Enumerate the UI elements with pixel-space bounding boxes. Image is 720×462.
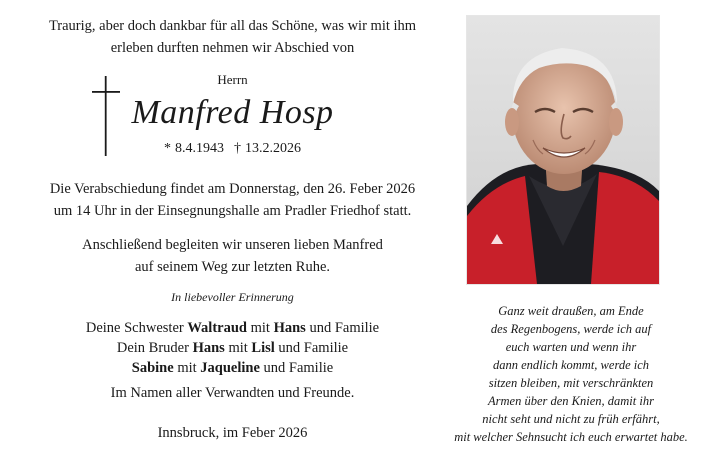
relatives-note: Im Namen aller Verwandten und Freunde. <box>110 385 355 401</box>
burial-line: Anschließend begleiten wir unseren lieben Manfred <box>82 237 383 253</box>
family-line: Sabine mit Jaqueline und Familie <box>131 360 334 376</box>
deceased-name: Manfred Hosp <box>131 94 334 131</box>
portrait-photo <box>467 16 659 284</box>
death-date: 13.2.2026 <box>245 141 301 156</box>
portrait-image <box>467 16 659 284</box>
farewell-line: um 14 Uhr in der Einsegnungshalle am Pradler Friedhof statt. <box>53 203 412 219</box>
birth-date: 8.4.1943 <box>175 141 224 156</box>
family-line: Dein Bruder Hans mit Lisl und Familie <box>116 340 349 356</box>
burial-note <box>10 234 455 278</box>
intro-text <box>10 15 455 59</box>
memory-heading: In liebevoller Erinnerung <box>171 290 294 304</box>
place-and-date: Innsbruck, im Feber 2026 <box>157 425 308 441</box>
family-list <box>10 318 455 378</box>
poem <box>440 302 702 446</box>
intro-line: Traurig, aber doch dankbar für all das Schöne, was wir mit ihm <box>48 18 417 34</box>
intro-line: erleben durften nehmen wir Abschied von <box>110 40 355 56</box>
poem-line: nicht seht und nicht zu früh erfährt, <box>482 412 660 426</box>
burial-line: auf seinem Weg zur letzten Ruhe. <box>134 259 331 275</box>
family-line: Deine Schwester Waltraud mit Hans und Familie <box>85 320 380 336</box>
birth-symbol: * <box>164 141 171 156</box>
farewell-line: Die Verabschiedung findet am Donnerstag, den 26. Feber 2026 <box>49 181 416 197</box>
poem-line: sitzen bleiben, mit verschränkten <box>488 376 654 390</box>
poem-line: Ganz weit draußen, am Ende <box>498 304 644 318</box>
poem-line: dann endlich kommt, werde ich <box>492 358 650 372</box>
poem-line: des Regenbogens, werde ich auf <box>490 322 652 336</box>
death-symbol: † <box>234 141 241 156</box>
poem-line: Armen über den Knien, damit ihr <box>488 394 654 408</box>
salutation: Herrn <box>217 72 248 87</box>
poem-line: euch warten und wenn ihr <box>505 340 637 354</box>
farewell-announcement <box>10 178 455 222</box>
life-dates <box>10 141 455 157</box>
poem-line: mit welcher Sehnsucht ich euch erwartet habe. <box>454 430 688 444</box>
